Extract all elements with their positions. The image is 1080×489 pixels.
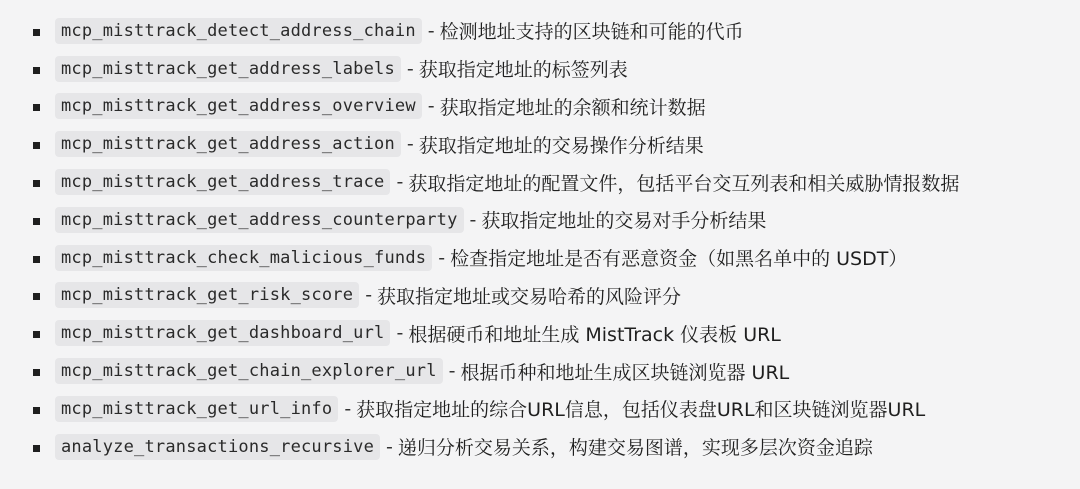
list-item	[0, 390, 1080, 428]
tool-name: mcp_misttrack_get_risk_score	[55, 282, 359, 308]
list-item	[0, 88, 1080, 126]
separator: -	[406, 133, 414, 156]
tool-name: mcp_misttrack_get_address_overview	[55, 93, 422, 119]
separator: -	[448, 360, 456, 383]
tool-description: 检测地址支持的区块链和可能的代币	[439, 21, 744, 44]
tool-description: 检查指定地址是否有恶意资金（如黑名单中的 USDT）	[450, 248, 908, 271]
separator: -	[469, 208, 477, 231]
list-item	[0, 125, 1080, 163]
tool-name: mcp_misttrack_get_address_trace	[55, 169, 390, 195]
tool-description: 获取指定地址的配置文件，包括平台交互列表和相关威胁情报数据	[408, 172, 960, 195]
separator: -	[406, 57, 414, 80]
list-item	[0, 12, 1080, 50]
tool-description: 获取指定地址的标签列表	[418, 59, 628, 82]
tool-name: mcp_misttrack_get_address_action	[55, 131, 401, 157]
list-item	[0, 314, 1080, 352]
tool-name: mcp_misttrack_get_url_info	[55, 396, 338, 422]
tool-name: mcp_misttrack_detect_address_chain	[55, 18, 422, 44]
tool-description: 获取指定地址或交易哈希的风险评分	[377, 285, 682, 308]
list-item	[0, 163, 1080, 201]
list-item	[0, 352, 1080, 390]
tool-description: 获取指定地址的交易操作分析结果	[418, 134, 704, 157]
list-item	[0, 201, 1080, 239]
separator: -	[427, 19, 435, 42]
tool-name: mcp_misttrack_get_chain_explorer_url	[55, 358, 443, 384]
tool-description: 根据硬币和地址生成 MistTrack 仪表板 URL	[408, 323, 781, 346]
tool-name: analyze_transactions_recursive	[55, 434, 380, 460]
tool-description: 获取指定地址的交易对手分析结果	[481, 210, 767, 233]
tool-description: 获取指定地址的综合URL信息，包括仪表盘URL和区块链浏览器URL	[356, 399, 926, 422]
tool-name: mcp_misttrack_get_dashboard_url	[55, 320, 390, 346]
separator: -	[396, 171, 404, 194]
list-item	[0, 239, 1080, 277]
tool-description: 根据币种和地址生成区块链浏览器 URL	[460, 361, 790, 384]
list-item	[0, 277, 1080, 315]
separator: -	[386, 435, 393, 458]
separator: -	[365, 284, 373, 307]
tool-name: mcp_misttrack_get_address_labels	[55, 56, 401, 82]
separator: -	[344, 397, 352, 420]
separator: -	[438, 246, 446, 269]
separator: -	[427, 95, 435, 118]
tool-name: mcp_misttrack_get_address_counterparty	[55, 207, 464, 233]
separator: -	[396, 322, 404, 345]
tool-description: 获取指定地址的余额和统计数据	[439, 96, 706, 119]
tool-name: mcp_misttrack_check_malicious_funds	[55, 245, 432, 271]
list-item	[0, 50, 1080, 88]
list-item	[0, 428, 1080, 466]
tool-description: 递归分析交易关系，构建交易图谱，实现多层次资金追踪	[397, 437, 873, 460]
